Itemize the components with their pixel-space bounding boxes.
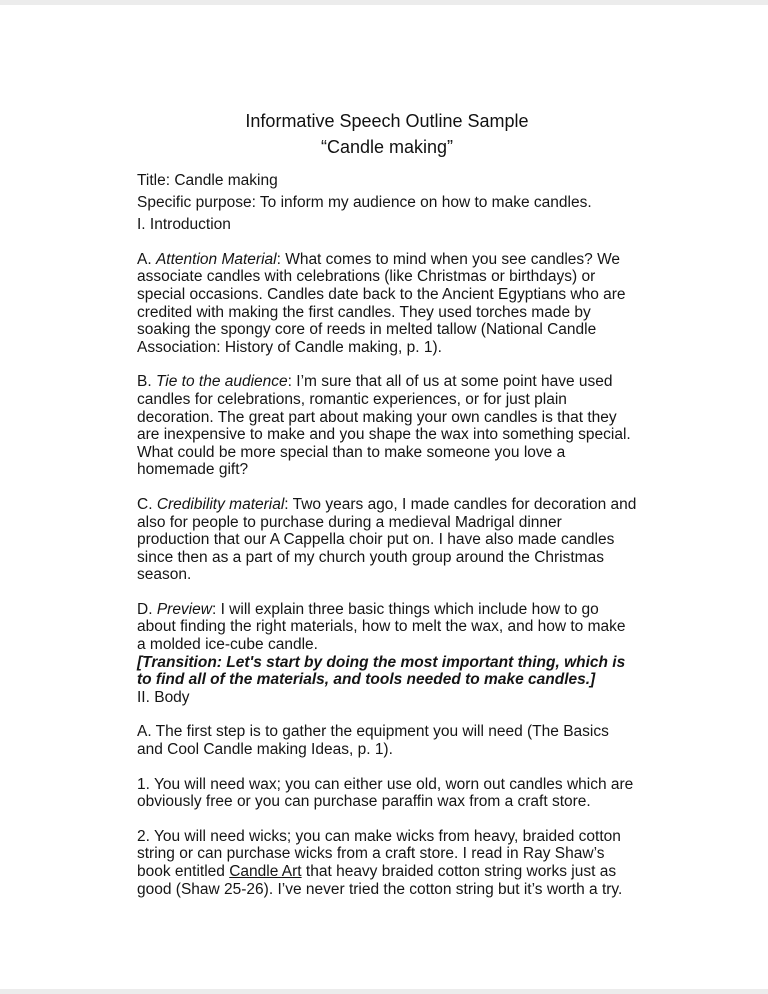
text-run: Candle Art (229, 863, 302, 880)
heading-line-2: “Candle making” (320, 137, 454, 157)
text-run: : I’m sure that all of us at some point have used candles for celebrations, romantic experiences, or for just plain decoration. The great part about making your own candles is that they are inexpensive to make and you shape the wax into something special. What could be more special than to make someone you love a homemade gift? (137, 373, 631, 479)
tie-to-audience-paragraph (137, 373, 637, 479)
text-run: : I will explain three basic things which include how to go about finding the right materials, how to melt the wax, and how to make a molded ice-cube candle. (137, 600, 626, 654)
page-edge-bottom (0, 989, 768, 994)
text-run: C. (137, 495, 157, 513)
text-run: A. (137, 250, 156, 268)
text-run: A. The first step is to gather the equipment you will need (The Basics and Cool Candle making Ideas, p. 1). (137, 723, 609, 759)
section-body (137, 689, 637, 707)
text-run: Tie to the audience (155, 373, 288, 391)
credibility-material-paragraph (137, 496, 637, 584)
transition-paragraph (137, 654, 637, 689)
preview-paragraph (137, 601, 637, 654)
document-heading (137, 108, 637, 160)
text-run: 2. You will need wicks; you can make wicks from heavy, braided cotton string or can purchase wicks from a craft store. I read in Ray Shaw’s book entitled (137, 827, 621, 880)
text-run: Attention Material (155, 250, 277, 268)
text-run: : What comes to mind when you see candles? We associate candles with celebrations (like Christmas or birthdays) or special occasions. Candles date back to the Ancient Egyptians who are credited with making the first candles. They used torches made by soaking the spongy core of reeds in melted tallow (National Candle Association: History of Candle making, p. 1). (137, 250, 626, 356)
text-run: : Two years ago, I made candles for decoration and also for people to purchase during a medieval Madrigal dinner production that our A Cappella choir put on. I have also made candles since then as a part of my church youth group around the Christmas season. (137, 495, 637, 584)
body-step-a-paragraph (137, 723, 637, 758)
document-paragraphs (137, 172, 637, 898)
page-edge-top (0, 0, 768, 5)
text-run: B. (137, 373, 156, 391)
specific-purpose-line (137, 194, 637, 212)
text-run: Specific purpose: To inform my audience on how to make candles. (137, 194, 592, 212)
text-run: Title: Candle making (137, 172, 278, 189)
text-run: that heavy braided cotton string works just as good (Shaw 25-26). I’ve never tried the cotton string but it’s worth a try. (137, 863, 623, 898)
text-run: II. Body (137, 688, 190, 706)
attention-material-paragraph (137, 251, 637, 357)
text-run: Preview (156, 600, 212, 618)
document-content (137, 108, 637, 898)
body-item-1-paragraph (137, 776, 637, 811)
heading-line-1: Informative Speech Outline Sample (245, 111, 529, 131)
section-introduction (137, 216, 637, 234)
text-run: D. (137, 600, 157, 618)
text-run: I. Introduction (137, 216, 231, 234)
body-item-2-paragraph (137, 828, 637, 898)
title-line (137, 172, 637, 190)
text-run: Credibility material (156, 495, 285, 513)
text-run: 1. You will need wax; you can either use old, worn out candles which are obviously free or you can purchase paraffin wax from a craft store. (137, 775, 634, 811)
text-run: [Transition: Let's start by doing the most important thing, which is to find all of the materials, and tools needed to make candles.] (137, 653, 626, 689)
